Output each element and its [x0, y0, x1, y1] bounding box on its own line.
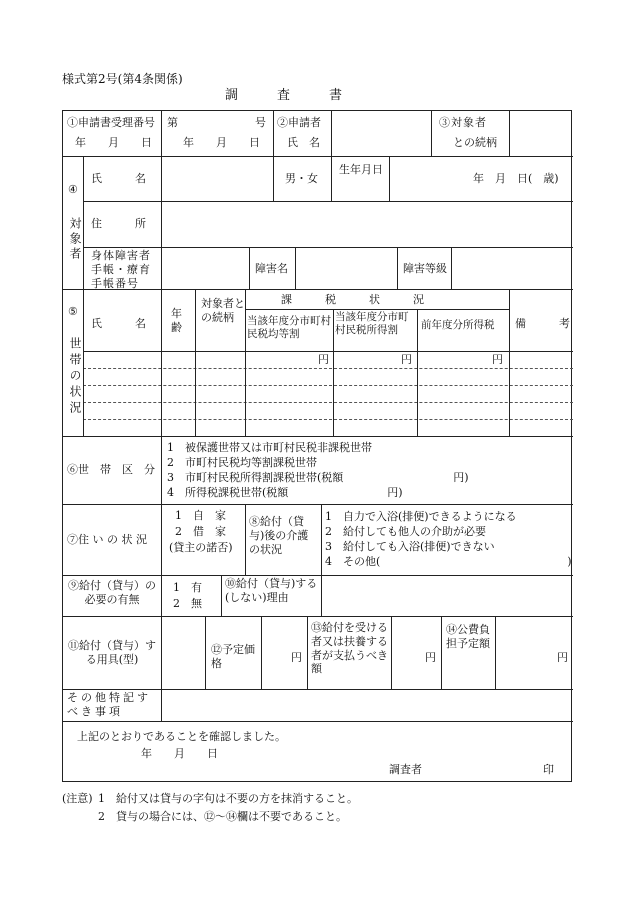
- form-number: 様式第2号(第4条関係): [62, 72, 183, 86]
- landlord-consent: (貸主の諾否): [169, 541, 233, 554]
- seal-label: 印: [543, 763, 554, 776]
- relation-label: ③対象者: [439, 116, 487, 129]
- subject-name-label: 氏 名: [91, 172, 146, 185]
- care-option-3[interactable]: 3 給付しても入浴(排便)できない: [325, 540, 495, 553]
- household-name-header: 氏 名: [91, 317, 146, 330]
- number-go: 号: [255, 116, 266, 129]
- household-side-label: 世帯の状況: [68, 337, 82, 417]
- payment-yen: 円: [425, 651, 436, 664]
- birthdate-label: 生年月日: [339, 163, 383, 176]
- age-header: 年齢: [171, 307, 182, 334]
- relation-label-2: との続柄: [453, 136, 497, 149]
- reason-label: ⑩給付（貸与)する(しない)理由: [225, 577, 318, 604]
- tax-header-income-tax: 前年度分所得税: [421, 319, 495, 331]
- equipment-label: ⑪給付（貸与）する用具(型): [68, 639, 156, 666]
- tax-header-income-rate: 当該年度分市町村民税所得割: [335, 311, 409, 337]
- page-title: 調 査 書: [225, 88, 343, 103]
- confirmation-date: 年 月 日: [141, 747, 218, 760]
- yen-unit-3: 円: [492, 353, 503, 366]
- remarks-header: 備 考: [515, 317, 570, 330]
- category-item-1[interactable]: 1 被保護世帯又は市町村民税非課税世帯: [167, 441, 372, 454]
- yen-unit-1: 円: [318, 353, 329, 366]
- care-option-1[interactable]: 1 自力で入浴(排便)できるようになる: [325, 510, 517, 523]
- public-yen: 円: [557, 651, 568, 664]
- price-yen: 円: [291, 651, 302, 664]
- number-dai: 第: [167, 116, 178, 129]
- applicant-label: ②申請者: [277, 116, 321, 129]
- care-option-2[interactable]: 2 給付しても他人の介助が必要: [325, 525, 486, 538]
- care-option-4[interactable]: 4 その他( ): [325, 555, 572, 568]
- sex-options[interactable]: 男・女: [285, 172, 318, 185]
- need-no[interactable]: 2 無: [173, 597, 202, 610]
- category-item-4[interactable]: 4 所得税課税世帯(税額 円): [167, 486, 403, 499]
- address-label: 住 所: [91, 217, 146, 230]
- survey-form: [62, 110, 572, 782]
- household-relation-header: 対象者との続柄: [201, 297, 245, 324]
- need-yes[interactable]: 1 有: [173, 581, 202, 594]
- handbook-number-label: 身体障害者手帳・療育手帳番号: [91, 249, 151, 290]
- confirmation-text: 上記のとおりであることを確認しました。: [77, 730, 286, 743]
- note-1: 1 給付又は貸与の字句は不要の方を抹消すること。: [98, 792, 358, 805]
- disability-grade-label: 障害等級: [403, 262, 447, 275]
- planned-price-label: ⑫予定価格: [211, 643, 255, 670]
- housing-label: ⑦住 い の 状 況: [67, 533, 147, 546]
- housing-rent[interactable]: 2 借 家: [175, 525, 226, 538]
- tax-status-header: 課 税 状 況: [281, 293, 424, 306]
- number-date: 年 月 日: [183, 136, 260, 149]
- public-burden-label: ⑭公費負担予定額: [446, 623, 490, 650]
- care-status-label: ⑧給付（貸与)後の介護の状況: [249, 515, 309, 556]
- category-item-2[interactable]: 2 市町村民税均等割課税世帯: [167, 456, 317, 469]
- tax-header-equal-rate: 当該年度分市町村民税均等割: [247, 315, 331, 341]
- investigator-label: 調査者: [389, 763, 422, 776]
- disability-name-label: 障害名: [255, 262, 288, 275]
- other-notes-label: その他特記すべき事項: [67, 691, 151, 718]
- category-item-3[interactable]: 3 市町村民税所得割課税世帯(税額 円): [167, 471, 469, 484]
- note-2: 2 貸与の場合には、⑫～⑭欄は不要であること。: [98, 810, 347, 823]
- applicant-name-label: 氏 名: [287, 136, 320, 149]
- household-category-label: ⑥世 帯 区 分: [67, 463, 155, 476]
- housing-own[interactable]: 1 自 家: [175, 509, 226, 522]
- section-4-number: ④: [68, 183, 78, 196]
- birthdate-value: 年 月 日( 歳): [473, 172, 559, 185]
- notes-prefix: (注意): [62, 792, 93, 805]
- subject-side-label: 対象者: [68, 217, 82, 262]
- section-5-number: ⑤: [68, 305, 78, 318]
- receipt-date-label: 年 月 日: [75, 136, 152, 149]
- receipt-number-label: ①申請書受理番号: [67, 116, 155, 129]
- yen-unit-2: 円: [401, 353, 412, 366]
- need-label: ⑨給付（貸与）の必要の有無: [68, 579, 156, 606]
- self-payment-label: ⑬給付を受ける者又は扶養する者が支払うべき額: [311, 621, 388, 676]
